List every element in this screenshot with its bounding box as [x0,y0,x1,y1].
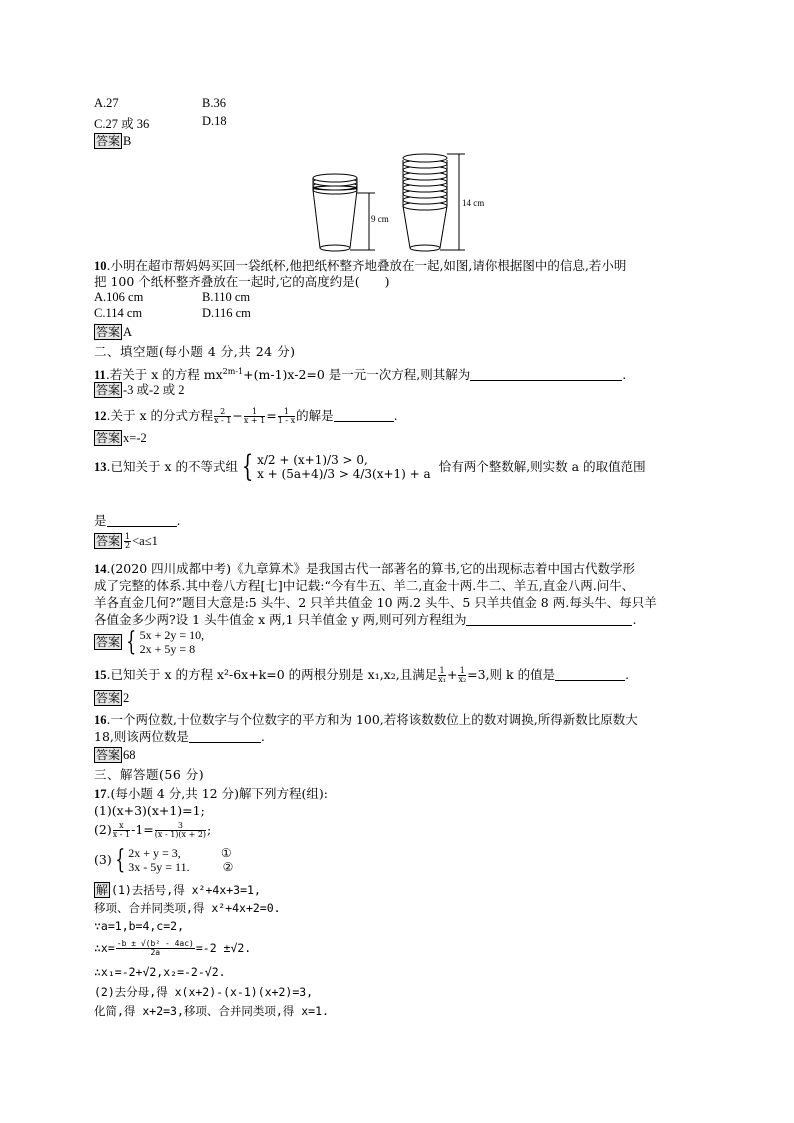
q15-answer-row [94,690,699,706]
q9-option-c: C.27 或 36 [94,117,150,131]
section-3-heading: 三、解答题(56 分) [94,767,205,782]
large-stack-height-label: 14 cm [462,198,485,208]
equation-2 [128,860,233,874]
equation-1: 5x + 2y = 10, [139,628,205,642]
answer-tag: 答案 [96,134,121,148]
q10-line2: 把 100 个纸杯整齐叠放在一起时,它的高度约是( ) [94,274,390,289]
marker-1: ① [220,846,232,860]
section-2-heading: 二、填空题(每小题 4 分,共 24 分) [94,344,296,359]
q16-line1 [94,712,699,728]
q11-exponent: 2m-1 [222,367,244,376]
period: . [622,367,627,383]
q14-line4 [94,612,699,628]
q10-answer: A [123,325,133,339]
period: . [632,612,637,627]
numerator: 1 [244,408,265,417]
equation-2-text: 3x - 5y = 11. [128,860,190,874]
q13-text-a: .已知关于 x 的不等式组 [106,459,238,474]
q10-answer-row [94,324,699,340]
q16-answer-row [94,747,699,763]
q10-option-d: D.116 cm [202,306,251,320]
numerator: 1 [278,408,295,417]
numerator: 3 [155,822,206,831]
q13-text-c: 是 [94,513,107,528]
equation-1-text: 2x + y = 3, [128,846,181,860]
question-number: 17 [94,787,107,801]
q15-text-a: .已知关于 x 的方程 x²-6x+k=0 的两根分别是 x₁,x₂,且满足 [106,667,438,682]
q13-answer-row [94,533,699,550]
q17-solution-line2: 移项、合并同类项,得 x²+4x+2=0. [94,901,281,915]
answer-tag: 答案 [96,534,121,548]
q17-part1: (1)(x+3)(x+1)=1; [94,803,205,818]
q17-solution-line7: 化简,得 x+2=3,移项、合并同类项,得 x=1. [94,1004,329,1018]
q17-solution-line5: ∴x₁=-2+√2,x₂=-2-√2. [94,965,226,979]
fraction [438,667,446,684]
question-number: 11 [94,368,106,383]
plus-sign: + [446,667,458,682]
q11-answer-row [94,382,699,398]
q9-option-a: A.27 [94,96,119,110]
q17-part2 [94,819,699,841]
q14-text-4: 各值金多少两?设 1 头牛值金 x 两,1 只羊值金 y 两,则可列方程组为 [94,612,467,627]
small-stack-height-label: 9 cm [371,214,389,224]
fraction [458,667,466,684]
q12-text-a: .关于 x 的分式方程 [106,408,213,423]
q16-answer: 68 [123,748,136,762]
inequality-system [257,453,431,481]
q17-intro [94,786,699,802]
equation-1 [128,846,233,860]
denominator: x₂ [458,675,467,684]
solution-text: =-2 ±√2. [195,941,252,955]
question-number: 15 [94,668,107,682]
q15-answer: 2 [123,691,130,705]
fraction [124,533,131,550]
q14-line1 [94,561,699,577]
q11-line [94,364,699,383]
q17-solution-line6: (2)去分母,得 x(x+2)-(x-1)(x+2)=3, [94,985,314,999]
inequality-1: x/2 + (x+1)/3 > 0, [257,453,368,467]
cups-illustration [305,148,505,256]
answer-tag: 答案 [96,691,121,705]
q14-answer-row [94,628,699,658]
fraction [214,408,231,425]
q11-text-b: +(m-1)x-2=0 是一元一次方程,则其解为 [243,367,471,383]
denominator: x - 1 [213,416,232,425]
q16-text: .一个两位数,十位数字与个位数字的平方和为 100,若将该数数位上的数对调换,所得新数比原数大 [106,712,638,727]
q10-option-a: A.106 cm [94,290,144,304]
q10-line1 [94,258,699,274]
solution-tag: 解 [96,883,109,897]
q14-line3: 羊各直金几何?”题目大意是:5 头牛、2 只羊共值金 10 两.2 头牛、5 只羊共值金 8 两.每头牛、每只羊 [94,595,657,610]
numerator: 1 [459,666,465,675]
q10-text: .小明在超市帮妈妈买回一袋纸杯,他把纸杯整齐地叠放在一起,如图,请你根据图中的信息,若小明 [106,258,627,273]
quadratic-formula [116,940,195,957]
denominator: x + 1 [243,416,266,425]
q9-answer-row [94,133,699,149]
q9-option-b: B.36 [202,96,226,110]
system-brace: { [126,627,137,657]
period: . [260,729,265,744]
question-number: 12 [94,409,107,423]
q13-answer: <a≤1 [132,534,158,548]
numerator: -b ± √(b² - 4ac) [116,939,194,948]
fraction [113,822,130,839]
q17-solution-line1 [94,882,699,898]
q17-text: .(每小题 4 分,共 12 分)解下列方程(组): [106,786,328,801]
part-label: (2) [94,822,112,837]
minus-sign: − [232,408,243,423]
q12-answer: x=-2 [123,431,147,445]
q14-line2: 成了完整的体系.其中卷八方程[七]中记载:“今有牛五、羊二,直金十两.牛二、羊五,直金八两.问牛、 [94,578,635,593]
question-number: 10 [94,259,107,273]
q17-solution-line3: ∵a=1,b=4,c=2, [94,919,185,933]
q12-text-b: 的解是 [296,408,334,423]
denominator: 1 - x [277,416,296,425]
numerator: x [113,822,130,831]
fraction [244,408,265,425]
answer-blank [334,421,394,422]
denominator: x - 1 [112,830,131,839]
denominator: 2a [150,948,161,957]
denominator: 2 [125,541,131,550]
numerator: 2 [214,408,231,417]
q15-text-b: =3,则 k 的值是 [467,667,556,682]
equation-2: 2x + 5y = 8 [139,642,196,656]
numerator: 1 [125,532,131,541]
answer-tag: 答案 [96,431,121,445]
fraction [155,822,206,839]
period: . [393,408,398,423]
q17-p2-text: -1= [131,822,154,837]
equals-sign: = [266,408,277,423]
stacked-cups-figure [305,148,505,256]
system-brace: { [115,845,125,875]
q17-part3 [94,846,699,876]
answer-tag: 答案 [96,748,121,762]
semicolon: ; [207,822,212,837]
q10-option-c: C.114 cm [94,306,143,320]
numerator: 1 [439,666,445,675]
q9-option-d: D.18 [202,114,227,128]
q12-answer-row [94,430,699,446]
q13-text-b: 恰有两个整数解,则实数 a 的取值范围 [438,459,646,474]
answer-blank [107,526,177,527]
answer-tag: 答案 [96,325,121,339]
q11-text-a: .若关于 x 的方程 mx [105,367,223,383]
system-brace: { [241,449,254,484]
answer-blank [466,625,632,626]
q13-line2 [94,513,699,529]
answer-tag: 答案 [96,383,121,397]
period: . [625,667,630,682]
part-label: (3) [94,852,112,867]
denominator: (x - 1)(x + 2) [154,830,207,839]
q12-line [94,405,699,427]
answer-blank [470,380,622,381]
q14-text: .(2020 四川成都中考)《九章算术》是我国古代一部著名的算书,它的出现标志着中国古代数学形 [106,561,635,576]
period: . [176,513,181,528]
marker-2: ② [222,860,234,874]
fraction [278,408,295,425]
question-number: 14 [94,562,107,576]
question-number: 13 [94,460,107,474]
equation-system-answer [140,628,205,656]
answer-blank [555,680,625,681]
solution-text: ∴x= [94,941,115,955]
q13-line [94,449,699,498]
q15-line [94,664,699,686]
q16-line2 [94,729,699,745]
solution-text: (1)去括号,得 x²+4x+3=1, [111,883,261,897]
question-number: 16 [94,713,107,727]
q9-answer: B [123,134,132,148]
answer-tag: 答案 [96,635,121,649]
inequality-2: x + (5a+4)/3 > 4/3(x+1) + a [257,467,431,481]
q10-option-b: B.110 cm [202,290,251,304]
answer-blank [189,742,261,743]
q17-solution-line4 [94,936,699,960]
denominator: x₁ [438,675,446,684]
q11-answer: -3 或-2 或 2 [123,383,185,397]
equation-system [128,846,233,874]
q16-text-2: 18,则该两位数是 [94,729,189,744]
